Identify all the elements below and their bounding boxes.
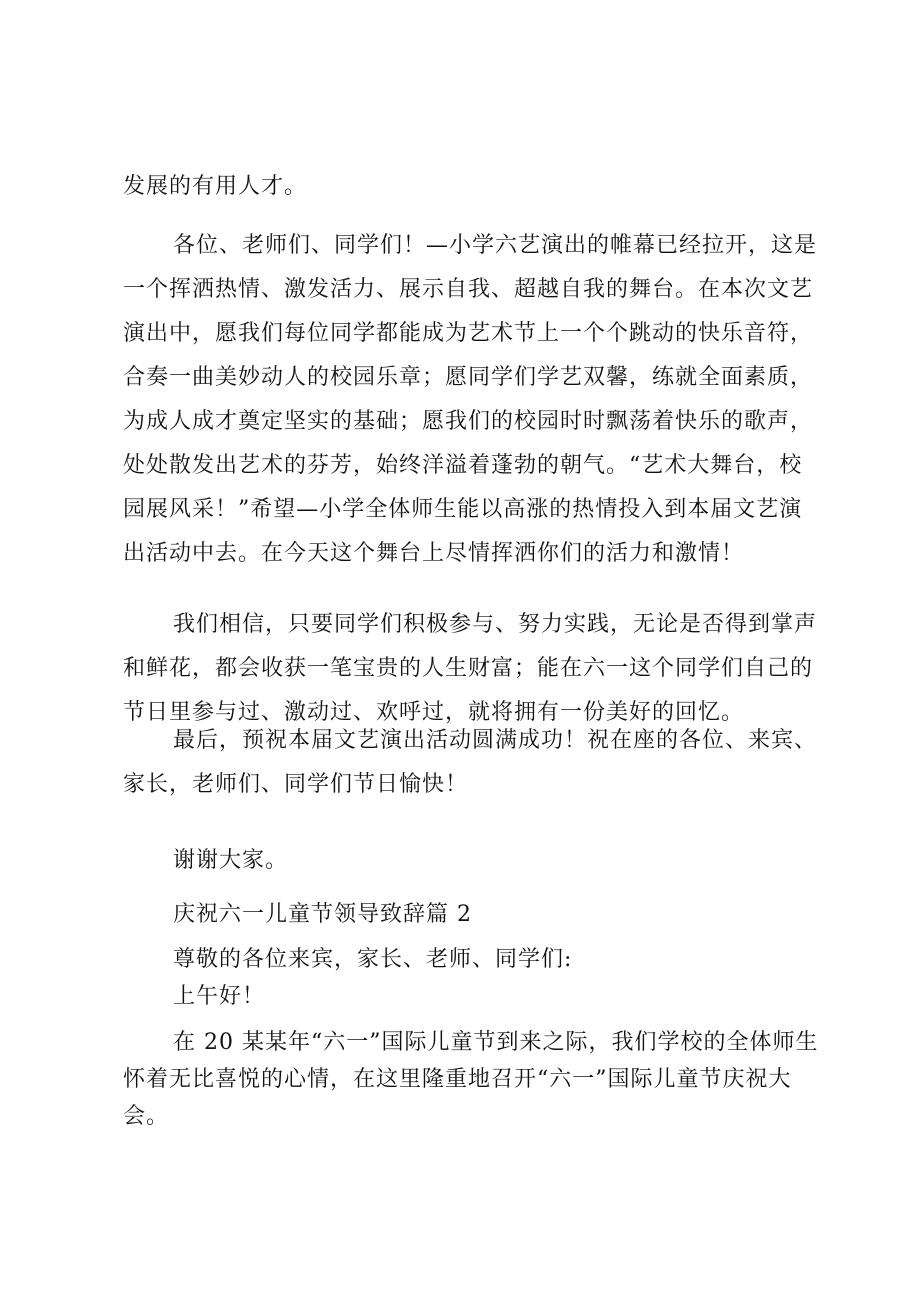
paragraph-belief xyxy=(123,603,823,735)
section-heading: 庆祝六一儿童节领导致辞篇 2 xyxy=(173,902,472,927)
text-line: 节日里参与过、激动过、欢呼过，就将拥有一份美好的回忆。 xyxy=(123,700,745,725)
text-line: 发展的有用人才。 xyxy=(123,174,308,199)
text-line: 和鲜花，都会收获一笔宝贵的人生财富；能在六一这个同学们自己的 xyxy=(123,656,814,681)
text-line: 合奏一曲美妙动人的校园乐章；愿同学们学艺双馨，练就全面素质， xyxy=(123,365,814,390)
paragraph-celebration-intro xyxy=(123,1024,823,1135)
text-line: 园展风采！”希望—小学全体师生能以高涨的热情投入到本届文艺演 xyxy=(123,497,803,522)
salutation-line: 尊敬的各位来宾，家长、老师、同学们: xyxy=(173,947,573,972)
greeting-line: 上午好！ xyxy=(173,984,266,1009)
text-line: 最后，预祝本届文艺演出活动圆满成功！祝在座的各位、来宾、 xyxy=(173,728,818,753)
paragraph-closing-fragment xyxy=(123,165,823,209)
text-line: 一个挥洒热情、激发活力、展示自我、超越自我的舞台。在本次文艺 xyxy=(123,277,814,302)
text-line: 处处散发出艺术的芬芳，始终洋溢着蓬勃的朝气。“艺术大舞台，校 xyxy=(123,453,803,478)
text-line: 会。 xyxy=(123,1104,170,1129)
text-line: 怀着无比喜悦的心情，在这里隆重地召开“六一”国际儿童节庆祝大 xyxy=(123,1067,792,1092)
text-line: 出活动中去。在今天这个舞台上尽情挥洒你们的活力和激情！ xyxy=(123,541,745,566)
text-line: 为成人成才奠定坚实的基础；愿我们的校园时时飘荡着快乐的歌声， xyxy=(123,409,814,434)
text-line: 演出中，愿我们每位同学都能成为艺术节上一个个跳动的快乐音符， xyxy=(123,321,814,346)
text-line: 各位、老师们、同学们！—小学六艺演出的帷幕已经拉开，这是 xyxy=(173,233,818,258)
paragraph-performance-opening xyxy=(123,224,823,576)
text-line: 在 20 某某年“六一”国际儿童节到来之际，我们学校的全体师生 xyxy=(173,1030,819,1055)
text-line: 我们相信，只要同学们积极参与、努力实践，无论是否得到掌声 xyxy=(173,612,818,637)
paragraph-wishes xyxy=(123,719,823,807)
text-line: 家长，老师们、同学们节日愉快！ xyxy=(123,772,469,797)
thanks-line: 谢谢大家。 xyxy=(173,848,289,873)
